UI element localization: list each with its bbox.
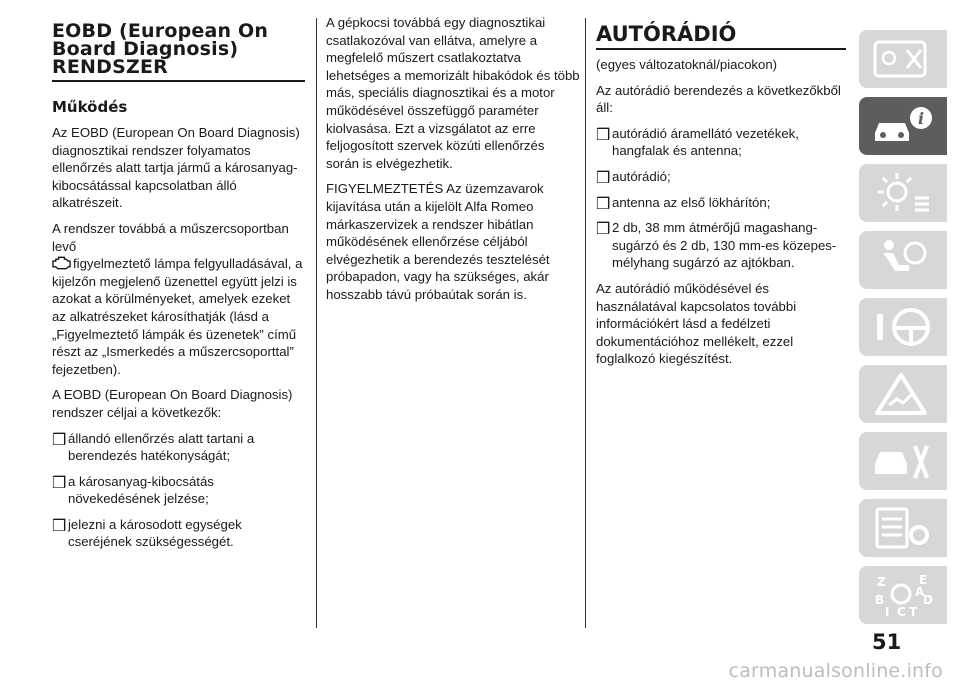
eobd-heading-line-3: RENDSZER xyxy=(52,56,168,78)
bullet-mark: ❒ xyxy=(52,431,67,449)
column-diagnostics xyxy=(326,14,581,312)
index-letter: Z xyxy=(877,575,886,589)
tab-index[interactable] xyxy=(859,566,947,624)
svg-text:i: i xyxy=(917,109,925,128)
watermark: carmanualsonline.info xyxy=(728,660,943,682)
radio-bullet-1-text: autórádió áramellátó vezetékek, hangfalak és antenna; xyxy=(612,125,799,159)
radio-bullet-3-text: antenna az első lökhárítón; xyxy=(612,194,771,210)
index-letter: B xyxy=(875,593,885,607)
tab-lights[interactable] xyxy=(859,164,947,222)
radio-bullet-2 xyxy=(596,168,846,186)
diagnostics-paragraph-1: A gépkocsi továbbá egy diagnosztikai csatlakozóval van ellátva, amelyre a megfelelő műszert csatlakoztatva lehetséges a memorizált hibakódok és több más, speciális diagnosztikai és a motor működésével összefüggő paraméter kiolvasása. Ezt a vizsgálatot az erre feljogosított szervek közúti ellenőrzés során is elvégezhetik. xyxy=(326,15,580,171)
eobd-bullet-1-text: állandó ellenőrzés alatt tartani a berendezés hatékonyságát; xyxy=(68,430,255,464)
tab-emergency[interactable] xyxy=(859,365,947,423)
bullet-mark: ❒ xyxy=(596,126,611,144)
index-letter: D xyxy=(923,593,933,607)
column-radio xyxy=(596,0,846,376)
operation-subheading: Működés xyxy=(52,98,128,116)
index-letter: T xyxy=(909,605,918,618)
radio-bullet-4-text: 2 db, 38 mm átmérőjű magashang-sugárzó és 2 db, 130 mm-es közepes-mélyhang sugárzó az ajtókban. xyxy=(612,220,837,271)
column-divider-right xyxy=(585,18,586,628)
index-letter: I xyxy=(885,605,890,618)
index-letter: A xyxy=(915,585,925,599)
dashboard-tools-icon xyxy=(871,36,935,82)
radio-paragraph-2: Az autórádió működésével és használatával kapcsolatos további információkért lásd a fedélzeti dokumentációhoz mellékelt, ezzel foglalkozó kiegészítést. xyxy=(596,280,797,367)
eobd-paragraph-2-end: figyelmeztető lámpa felgyulladásával, a kijelzőn megjelenő üzenettel együtt jelzi is azokat a körülményeket, amelyek ezeket az alkatrészeket károsíthatják (lásd a „Figyelmeztető lámpák és üzenetek” című részt az „Ismerkedés a műszercsoporttal” fejezetben). xyxy=(52,256,303,377)
car-info-icon xyxy=(871,103,935,149)
tab-safety[interactable] xyxy=(859,231,947,289)
radio-bullet-4 xyxy=(596,219,846,272)
eobd-paragraph-3: A EOBD (European On Board Diagnosis) rendszer céljai a következők: xyxy=(52,387,293,420)
bullet-mark: ❒ xyxy=(596,195,611,213)
warning-triangle-icon xyxy=(871,371,935,417)
eobd-bullet-2-text: a károsanyag-kibocsátás növekedésének jelzése; xyxy=(68,473,214,507)
eobd-bullet-2 xyxy=(52,473,305,508)
lights-icon xyxy=(871,170,935,216)
radio-heading: AUTÓRÁDIÓ xyxy=(596,22,846,50)
index-letter: C xyxy=(897,605,906,618)
eobd-heading-line-2: Board Diagnosis) xyxy=(52,38,239,60)
eobd-heading xyxy=(52,22,305,82)
checklist-gear-icon xyxy=(871,505,935,551)
tab-maintenance[interactable] xyxy=(859,432,947,490)
index-letter: E xyxy=(919,573,928,587)
eobd-paragraph-1: Az EOBD (European On Board Diagnosis) diagnosztikai rendszer folyamatos ellenőrzés alatt tartja jármű a károsanyag-kibocsátással kapcsolatban álló alkatrészeit. xyxy=(52,125,300,211)
tab-car-info[interactable] xyxy=(859,97,947,155)
tab-driving[interactable] xyxy=(859,298,947,356)
eobd-bullet-3 xyxy=(52,516,305,551)
eobd-bullet-1 xyxy=(52,430,305,465)
bullet-mark: ❒ xyxy=(596,169,611,187)
radio-bullet-2-text: autórádió; xyxy=(612,168,671,184)
page-number: 51 xyxy=(872,630,902,654)
airbag-passenger-icon xyxy=(871,237,935,283)
tab-dashboard[interactable] xyxy=(859,30,947,88)
radio-subtitle: (egyes változatoknál/piacokon) xyxy=(596,57,778,72)
eobd-bullet-3-text: jelezni a károsodott egységek cseréjének szükségességét. xyxy=(68,516,242,550)
eobd-heading-line-1: EOBD (European On xyxy=(52,20,269,42)
eobd-paragraph-2 xyxy=(52,220,305,378)
steering-wheel-icon xyxy=(871,304,935,350)
alphabet-index-icon xyxy=(871,572,935,618)
diagnostics-warning-paragraph: FIGYELMEZTETÉS Az üzemzavarok kijavítása után a kijelölt Alfa Romeo márkaszervizek a rendszer hibátlan működésének ellenőrzése céljából elvégezhetik a berendezés tesztelését próbapadon, vagy ha szükséges, akár hosszabb távú próbaútak során is. xyxy=(326,181,550,302)
bullet-mark: ❒ xyxy=(52,517,67,535)
column-divider-left xyxy=(316,18,317,628)
column-eobd xyxy=(52,0,305,559)
engine-warning-lamp-icon xyxy=(52,256,71,270)
radio-bullet-3 xyxy=(596,194,846,212)
tab-technical-data[interactable] xyxy=(859,499,947,557)
radio-paragraph-1: Az autórádió berendezés a következőkből áll: xyxy=(596,82,841,116)
bullet-mark: ❒ xyxy=(52,474,67,492)
bullet-mark: ❒ xyxy=(596,221,611,239)
radio-bullet-1 xyxy=(596,125,846,160)
eobd-paragraph-2-start: A rendszer továbbá a műszercsoportban levő xyxy=(52,220,289,254)
car-wrench-icon xyxy=(871,438,935,484)
